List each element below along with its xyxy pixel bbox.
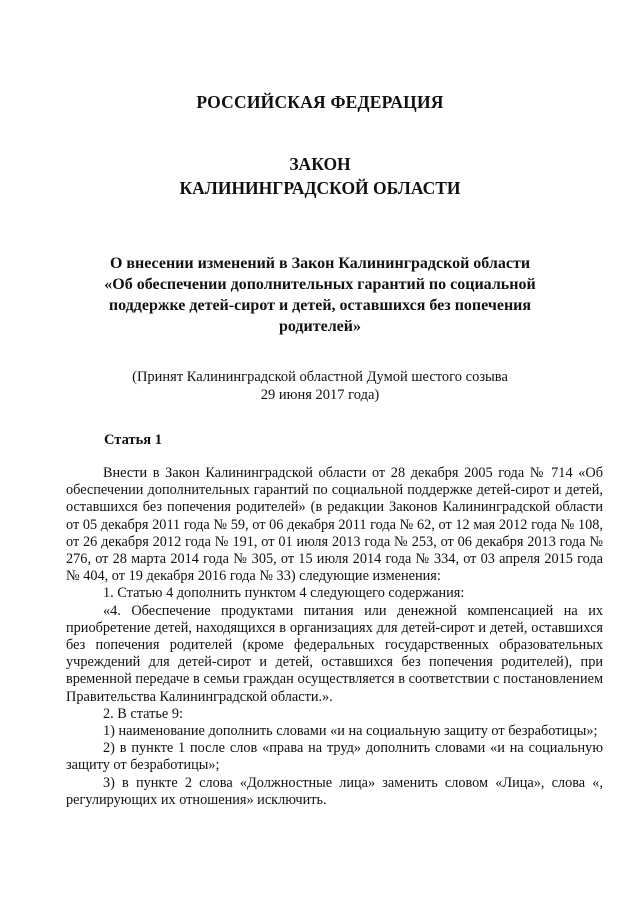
paragraph-item-1-text: «4. Обеспечение продуктами питания или денежной компенсацией на их приобретение детей, находящихся в организациях для детей-сирот и детей, оставшихся без попечения родителей (кроме федеральных государственных образовательных учреждений для детей-сирот и детей, оставшихся без попечения родителей), при временной передаче в семьи граждан осуществляется в соответствии с постановлением Правительства Калининградской области.». xyxy=(66,602,603,705)
paragraph-item-2-3: 3) в пункте 2 слова «Должностные лица» заменить словом «Лица», слова «, регулирующих их отношения» исключить. xyxy=(66,774,603,808)
law-title-line-2: КАЛИНИНГРАДСКОЙ ОБЛАСТИ xyxy=(179,178,461,198)
paragraph-item-2-2: 2) в пункте 1 после слов «права на труд» дополнить словами «и на социальную защиту от безработицы»; xyxy=(66,740,603,774)
paragraph-item-2-1: 1) наименование дополнить словами «и на социальную защиту от безработицы»; xyxy=(103,723,598,740)
law-subject-line-2: «Об обеспечении дополнительных гарантий по социальной xyxy=(104,276,536,293)
law-subject xyxy=(80,253,560,337)
law-subject-line-1: О внесении изменений в Закон Калининградской области xyxy=(109,255,531,272)
paragraph-item-2: 2. В статье 9: xyxy=(103,705,183,722)
paragraph-item-1: 1. Статью 4 дополнить пунктом 4 следующего содержания: xyxy=(103,585,465,602)
law-title xyxy=(0,152,640,200)
law-subject-line-4: родителей» xyxy=(278,318,361,335)
law-title-line-1: ЗАКОН xyxy=(289,154,351,174)
article-body xyxy=(66,465,603,809)
adoption-note-line-2: 29 июня 2017 года) xyxy=(260,387,380,403)
article-heading: Статья 1 xyxy=(104,432,162,448)
country-title: РОССИЙСКАЯ ФЕДЕРАЦИЯ xyxy=(196,92,444,112)
adoption-note xyxy=(0,368,640,404)
adoption-note-line-1: (Принят Калининградской областной Думой шестого созыва xyxy=(132,369,508,385)
paragraph-amendment-intro: Внести в Закон Калининградской области от 28 декабря 2005 года № 714 «Об обеспечении дополнительных гарантий по социальной поддержке детей-сирот и детей, оставшихся без попечения родителей» (в редакции Законов Калининградской области от 05 декабря 2011 года № 59, от 06 декабря 2011 года № 62, от 12 мая 2012 года № 108, от 26 декабря 2012 года № 191, от 01 июля 2013 года № 253, от 06 декабря 2013 года № 276, от 28 марта 2014 года № 305, от 15 июля 2014 года № 334, от 03 апреля 2015 года № 404, от 19 декабря 2016 года № 33) следующие изменения: xyxy=(66,465,603,585)
law-subject-line-3: поддержке детей-сирот и детей, оставшихся без попечения xyxy=(108,297,532,314)
